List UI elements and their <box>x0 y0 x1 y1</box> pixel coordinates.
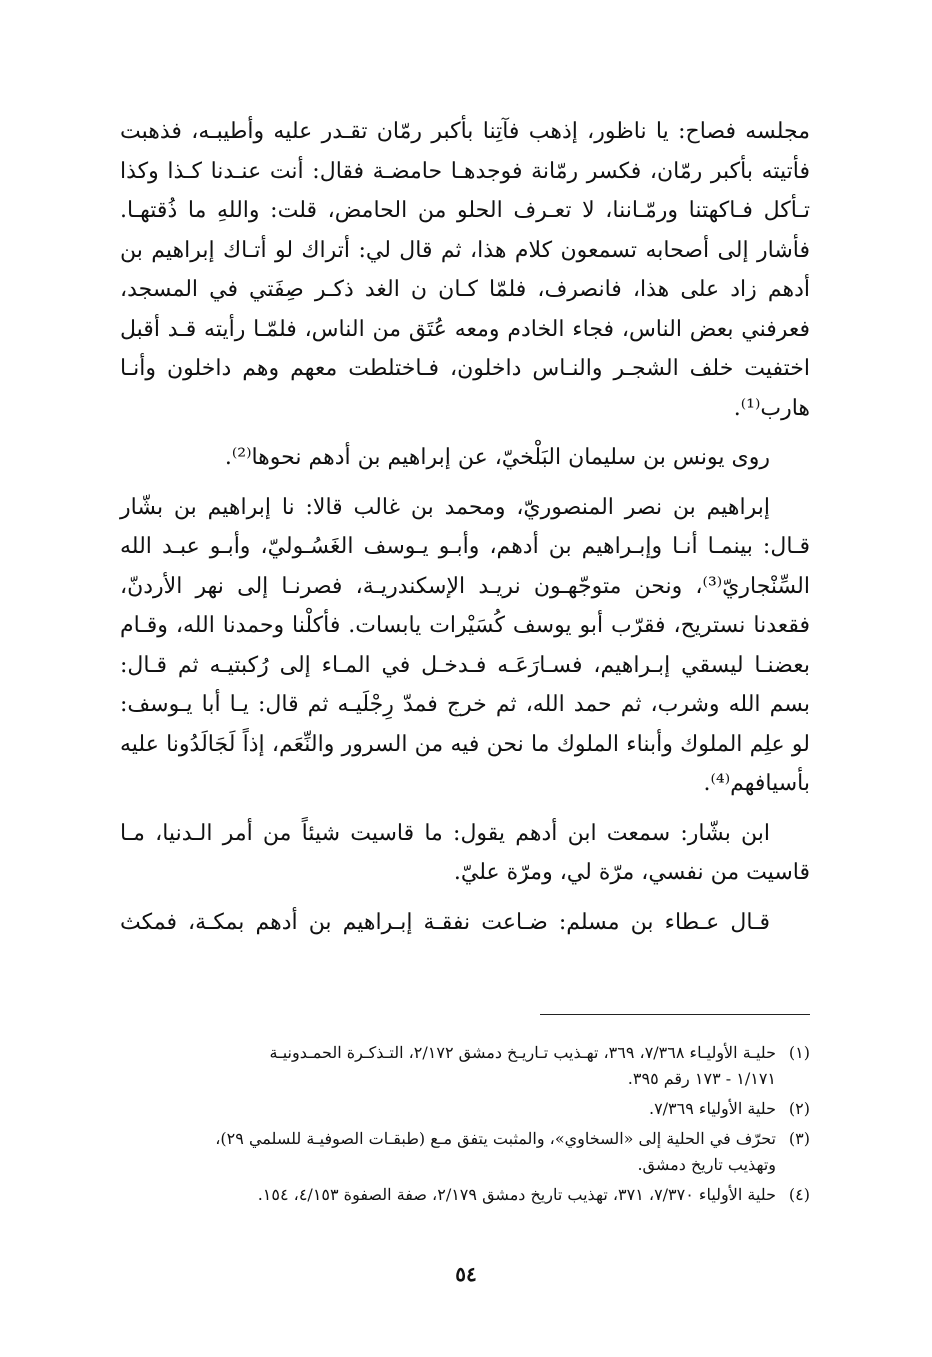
text-line: فأتيته بأكبر رمّان، فكسر رمّانة فوجدهـا حامضـة فقال: أنت عنـدنا كـذا وكذا <box>120 158 810 184</box>
main-text <box>120 112 810 942</box>
footnote-line: تحرّف في الحلية إلى «السخاوي»، والمثبت يتفق مـع (طبقـات الصوفيـة للسلمي ٢٩)، <box>215 1129 776 1148</box>
footnote-line: ١/١٧١ - ١٧٣ رقم ٣٩٥. <box>627 1069 776 1088</box>
paragraph-4 <box>120 814 810 893</box>
text-line: فقعدنا نستريح، فقرّب أبو يوسف كُسَيْرات يابسات. فأكلْنا وحمدنا الله، وقـام <box>120 613 810 638</box>
text-line: قـال: بينمـا أنـا وإبـراهيم بن أدهم، وأبـو يـوسف الغَسُـوليّ، وأبـو عبـد الله <box>120 534 810 559</box>
text-line: فعرفني بعض الناس، فجاء الخادم ومعه عُتَق من الناس، فلمّـا رأيته قـد أقبل <box>120 316 810 342</box>
footnote-text <box>120 1040 776 1092</box>
text-line: إبراهيم بن نصر المنصوريّ، ومحمد بن غالب قالا: نا إبراهيم بن بشّار <box>120 494 770 520</box>
footnote-1 <box>120 1040 810 1092</box>
footnote-3 <box>120 1126 810 1178</box>
text-line: أدهم زاد على هذا، فانصرف، فلمّا كـان ن الغد ذكـر صِفَتي في المسجد، <box>120 277 810 302</box>
footnote-separator <box>540 1014 810 1015</box>
page-number: ٥٤ <box>455 1262 477 1286</box>
footnote-line: حلية الأولياء ٧/٣٦٩. <box>648 1099 776 1118</box>
text-line: ابن بشّار: سمعت ابن أدهم يقول: ما قاسيت شيئاً من أمر الـدنيا، مـا <box>120 820 770 846</box>
text-line: قـال عـطاء بن مسلم: ضـاعت نفقـة إبـراهيم بن أدهم بمكـة، فمكث <box>120 909 770 935</box>
text-line: هارب⁽¹⁾. <box>733 395 810 421</box>
text-line: تـأكل فـاكهتنا ورمّـاننا، لا تعـرف الحلو من الحامض، قلت: واللهِ ما ذُقتهـا. <box>120 198 810 223</box>
footnote-number: (٣) <box>788 1129 810 1148</box>
text-line: اختفيت خلف الشجـر والنـاس داخلون، فـاختلطت معهم وهم داخلون وأنـا <box>120 356 810 381</box>
footnotes <box>120 1040 810 1212</box>
text-line: بعضنـا ليسقي إبـراهيم، فسـارَعَـه فـدخـل في المـاء إلى رُكبتيـه ثم قـال: <box>120 652 810 678</box>
footnote-line: حلية الأولياء ٧/٣٧٠، ٣٧١، تهذيب تاريخ دمشق ٢/١٧٩، صفة الصفوة ٤/١٥٣، ١٥٤. <box>257 1185 776 1204</box>
footnote-line: حليـة الأوليـاء ٧/٣٦٨، ٣٦٩، تهـذيب تـاريـخ دمشق ٢/١٧٢، التـذكـرة الحمـدونيـة <box>269 1043 776 1062</box>
footnote-number: (٢) <box>788 1099 810 1118</box>
footnote-text <box>120 1126 776 1178</box>
footnote-2 <box>120 1096 810 1122</box>
paragraph-1 <box>120 112 810 428</box>
paragraph-2 <box>120 438 810 478</box>
footnote-4 <box>120 1182 810 1208</box>
paragraph-5 <box>120 903 810 943</box>
footnote-text <box>120 1096 776 1122</box>
text-line: بأسيافهم⁽⁴⁾. <box>703 771 810 796</box>
text-line: السِّنْجاريّ⁽³⁾، ونحن متوجّهـون نريـد الإسكندريـة، فصرنـا إلى نهر الأردنّ، <box>120 573 810 599</box>
footnote-number: (٤) <box>788 1185 810 1204</box>
text-line: مجلسه فصاح: يا ناظور، إذهب فآتِنا بأكبر رمّان تقـدر عليه وأطيبـه، فذهبت <box>120 119 810 144</box>
text-line: روى يونس بن سليمان البَلْخيّ، عن إبراهيم بن أدهم نحوها⁽²⁾. <box>224 445 770 470</box>
footnote-number: (١) <box>788 1043 810 1062</box>
text-line: قاسيت من نفسي، مرّة لي، ومرّة عليّ. <box>453 860 810 885</box>
text-line: فأشار إلى أصحابه تسمعون كلام هذا، ثم قال لي: أتراك لو أتـاك إبراهيم بن <box>120 237 810 263</box>
paragraph-3 <box>120 488 810 804</box>
footnote-line: وتهذيب تاريخ دمشق. <box>637 1155 776 1174</box>
text-line: لو علِم الملوك وأبناء الملوك ما نحن فيه من السرور والنِّعَم، إذاً لَجَالَدُونا عليه <box>120 731 810 757</box>
footnote-text <box>120 1182 776 1208</box>
text-line: بسم الله وشرب، ثم حمد الله، ثم خرج فمدّ رِجْلَيـه ثم قال: يـا أبا يـوسف: <box>120 692 810 717</box>
